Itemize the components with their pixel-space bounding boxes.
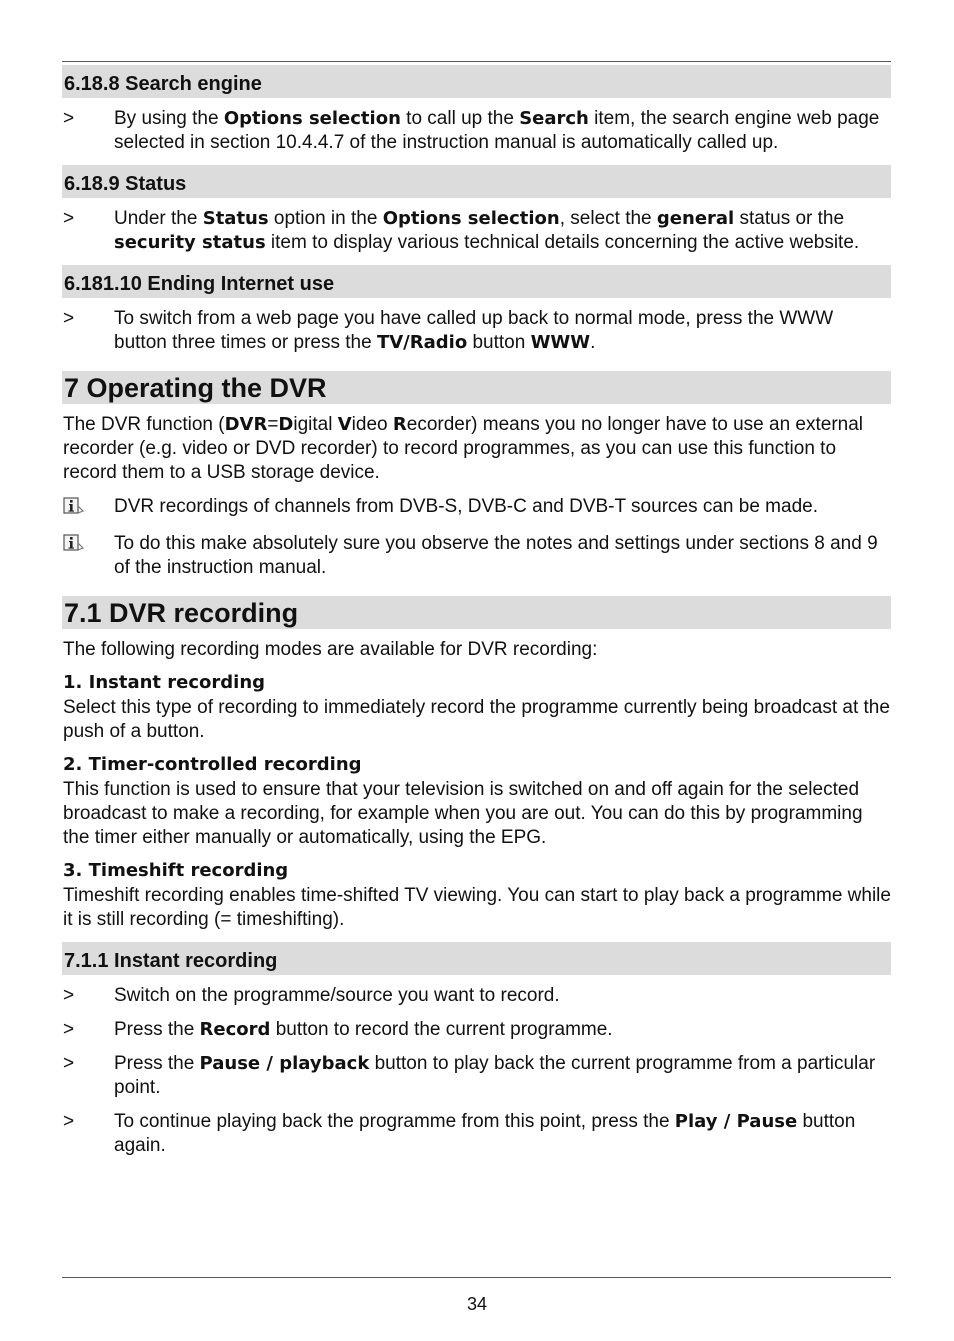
list-item-text: By using the Options selection to call up the Search item, the search engine web page selected in section 10.4.4.7 of the instruction manual is automatically called up. [114,108,880,153]
bullet-marker: > [63,208,75,229]
chapter-heading-7: 7 Operating the DVR [62,371,891,404]
note-text: To do this make absolutely sure you observe the notes and settings under sections 8 and 9 of the instruction manual. [114,533,878,578]
note-item [62,495,891,522]
info-note-icon [63,534,85,552]
bullet-marker: > [63,1019,75,1040]
info-note-icon [63,497,85,515]
chapter-7-intro: The DVR function (DVR=Digital Video Recorder) means you no longer have to use an external recorder (e.g. video or DVD recorder) to record programmes, as you can use this function to record them to a USB storage device. [63,414,864,483]
list-item-text: Switch on the programme/source you want to record. [114,985,560,1006]
bullet-marker: > [63,1111,75,1132]
list-item [62,1110,891,1158]
bottom-rule [62,1277,891,1278]
mode-title-instant: 1. Instant recording [63,672,266,693]
bullet-marker: > [63,108,75,129]
list-item-text: Press the Record button to record the current programme. [114,1019,613,1040]
list-item-text: To continue playing back the programme from this point, press the Play / Pause button again. [114,1111,856,1156]
list-item [62,207,891,255]
section-7-1-intro: The following recording modes are available for DVR recording: [63,639,598,660]
section-heading-7-1-1: 7.1.1 Instant recording [62,942,891,975]
list-item [62,984,891,1008]
section-heading-6-18-9: 6.18.9 Status [62,165,891,198]
list-item [62,107,891,155]
section-heading-6-18-8: 6.18.8 Search engine [62,65,891,98]
list-item-text: Press the Pause / playback button to play back the current programme from a particular point. [114,1053,876,1098]
note-text: DVR recordings of channels from DVB-S, DVB-C and DVB-T sources can be made. [114,496,818,517]
list-item [62,1052,891,1100]
bullet-marker: > [63,308,75,329]
list-item [62,307,891,355]
section-heading-6-181-10: 6.181.10 Ending Internet use [62,265,891,298]
page-content [62,65,891,1168]
list-item-text: To switch from a web page you have called up back to normal mode, press the WWW button three times or press the TV/Radio button WWW. [114,308,834,353]
top-rule [62,61,891,62]
mode-title-timer: 2. Timer-controlled recording [63,754,362,775]
page-number: 34 [466,1294,488,1314]
mode-text-timer: This function is used to ensure that your television is switched on and off again for the selected broadcast to make a recording, for example when you are out. You can do this by programming the timer either manually or automatically, using the EPG. [63,779,863,848]
mode-text-instant: Select this type of recording to immediately record the programme currently being broadcast at the push of a button. [63,697,890,742]
section-heading-7-1: 7.1 DVR recording [62,596,891,629]
list-item-text: Under the Status option in the Options selection, select the general status or the security status item to display various technical details concerning the active website. [114,208,860,253]
mode-text-timeshift: Timeshift recording enables time-shifted TV viewing. You can start to play back a programme while it is still recording (= timeshifting). [63,885,891,930]
mode-title-timeshift: 3. Timeshift recording [63,860,289,881]
list-item [62,1018,891,1042]
bullet-marker: > [63,985,75,1006]
note-item [62,532,891,580]
bullet-marker: > [63,1053,75,1074]
